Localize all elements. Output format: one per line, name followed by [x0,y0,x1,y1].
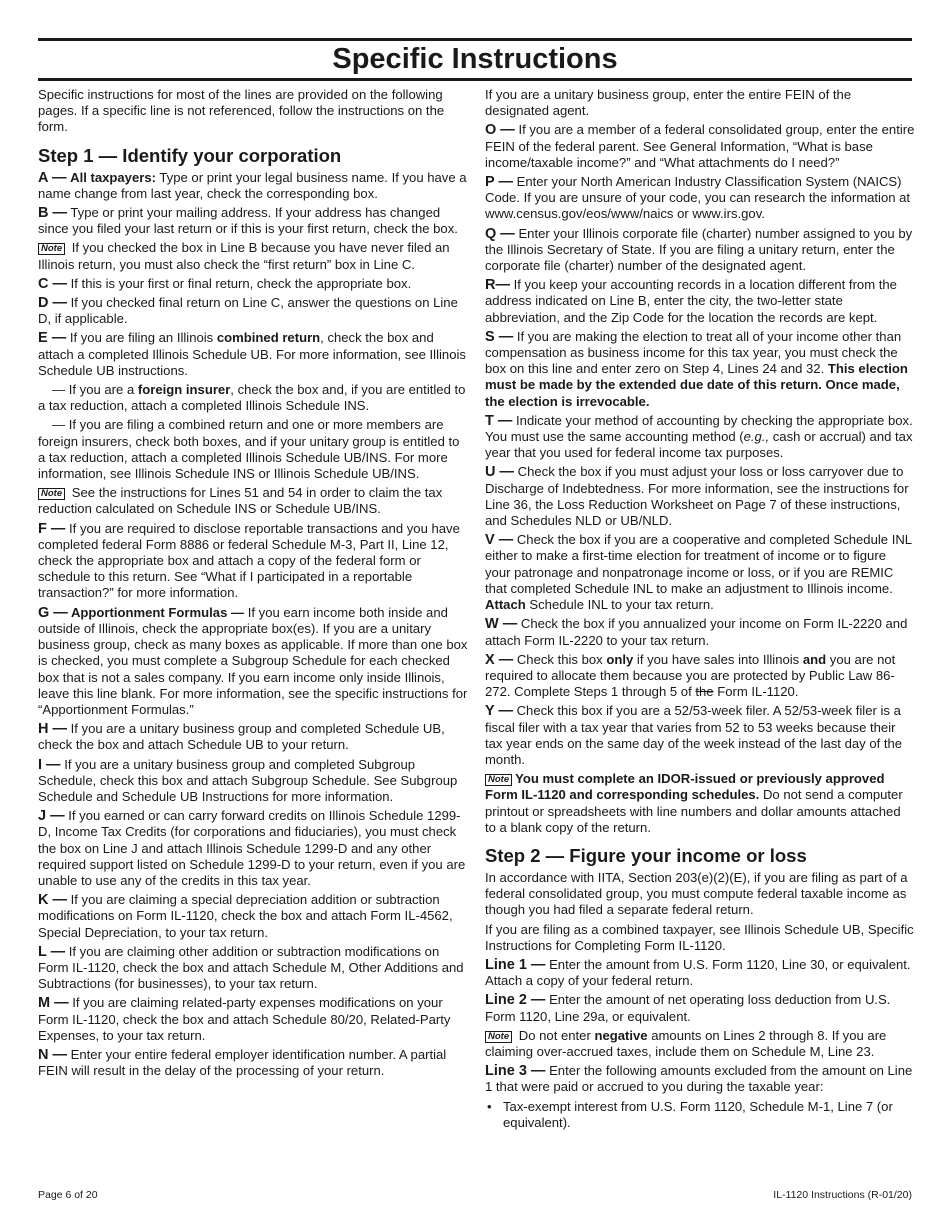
line-m-text: If you are claiming related-party expenses modifications on your Form IL-1120, check the box and attach Schedule 80/20, Related-Party Expenses, to your tax return. [38,995,451,1043]
line-q-label: Q — [485,225,515,242]
line-t-label: T — [485,412,513,429]
line-m-label: M — [38,995,69,1012]
line-u-label: U — [485,464,514,481]
line-t-pre: Indicate your method of accounting by checking the appropriate box. You must use the same accounting method ( [485,412,913,445]
line-j [38,808,468,889]
line-1-text: Enter the amount from U.S. Form 1120, Line 30, or equivalent. Attach a copy of your federal return. [485,956,911,989]
line-m [38,995,468,1044]
line-k-text: If you are claiming a special depreciation addition or subtraction modifications on Form IL-1120, check the box and attach Form IL-4562, Special Depreciation, to your tax return. [38,892,453,940]
line-l-text: If you are claiming other addition or subtraction modifications on Form IL-1120, check the box and attach Schedule M, Other Additions and Subtractions (for businesses), to your tax return. [38,943,464,992]
line-e-foreign-insurer [38,382,468,414]
line-n-text: Enter your entire federal employer identification number. A partial FEIN will result in the delay of the processing of your return. [38,1046,447,1079]
line-i [38,757,468,806]
line-r-label: R— [485,277,510,294]
line-b-text: Type or print your mailing address. If your address has changed since you filed your last return or if this is your first return, check the box. [38,205,458,237]
line-e2-pre: — If you are a [52,382,138,398]
line-c-label: C — [38,275,67,292]
line-p-text: Enter your North American Industry Classification System (NAICS) Code. If you are unsure of your code, you can research the information at www.census.gov/eos/www/naics or www.irs.gov. [485,174,911,222]
footer-page-number: Page 6 of 20 [38,1189,98,1201]
line-w-label: W — [485,616,518,633]
note-4-pre: Do not enter [515,1027,595,1043]
line-p-label: P — [485,174,513,191]
step2-paragraph-2: If you are filing as a combined taxpayer, see Illinois Schedule UB, Specific Instructions for Completing Form IL-1120. [485,921,914,953]
line-e [38,330,468,379]
line-3-label: Line 3 — [485,1063,546,1080]
line-r-text: If you keep your accounting records in a location different from the address indicated on Line B, enter the city, the two-letter state abbreviation, and the Zip Code for the location the records are kept. [485,277,897,325]
line-g-bold: Apportionment Formulas — [67,604,245,620]
list-item [485,1099,915,1131]
line-j-label: J — [38,808,65,825]
line-g-text: If you earn income both inside and outside of Illinois, check the appropriate box(es). If you are a unitary business group, check as many boxes as applicable. If more than one box is checked, you must complete a Subgroup Schedule for each checked box that is not a sales company. If you earn income only inside Illinois, leave this line blank. For more information, see the specific instructions for “Apportionment Formulas.” [38,604,468,717]
line-f-text: If you are required to disclose reportable transactions and you have completed federal Form 8886 or federal Schedule M-3, Part II, Line 12, check the appropriate box and attach a copy of the federal form or schedule to this return. See “What if I participated in a reportable transaction?” for more information. [38,520,460,601]
line-v [485,532,915,613]
line-x-bold-only: only [606,651,634,667]
page-title: Specific Instructions [332,43,618,75]
line-1 [485,957,915,989]
line-2 [485,992,915,1024]
note-3-text: Do not send a computer printout or spreadsheets with line numbers and dollar amounts attached to a blank copy of the return. [485,787,903,835]
line-s-bold: This election must be made by the extended due date of this return. Once made, the election is irrevocable. [485,361,908,409]
line-e-combined-insurers: — If you are filing a combined return and one or more members are foreign insurers, check both boxes, and if your unitary group is entitled to a tax reduction, attach a completed Illinois Schedule UB/INS. For more information, see Illinois Schedule INS or Illinois Schedule UB/INS. [38,417,460,482]
line-y [485,703,915,768]
line-a-text: Type or print your legal business name. If you have a name change from last year, check the corresponding box. [38,169,467,201]
line-h [38,721,468,753]
line-e2-post: , check the box and, if you are entitled to a tax reduction, attach a completed Illinois Schedule INS. [38,382,466,414]
line-b [38,205,468,237]
line-a [38,170,468,202]
line-v-bold: Attach [485,597,526,613]
note-3 [485,771,915,836]
line-q-text: Enter your Illinois corporate file (charter) number assigned to you by the Illinois Secretary of State. If you are filing a unitary return, enter the corporate file (charter) number of the designated agent. [485,225,913,274]
line-v-label: V — [485,532,514,549]
line-x-pre: Check this box [513,651,607,667]
line-s-label: S — [485,328,514,345]
line-e-bold: combined return [216,330,321,346]
line-c [38,276,468,292]
right-column [485,87,915,1134]
note-1 [38,240,468,272]
line-t-post: cash or accrual) and tax year that you used for federal income tax purposes. [485,429,913,461]
line-x [485,652,915,701]
line-d [38,295,468,327]
bullet-icon: • [487,1098,492,1114]
line-w-text: Check the box if you annualized your income on Form IL-2220 and attach Form IL-2220 to your tax return. [485,616,908,648]
line-1-label: Line 1 — [485,956,546,973]
line-f [38,521,468,602]
line-x-end: Form IL-1120. [713,684,799,700]
step2-heading: Step 2 — Figure your income or loss [485,844,807,866]
line-w [485,616,915,648]
line-o [485,122,915,171]
header-rule-top [38,38,912,41]
line-x-bold-and: and [802,651,827,667]
line-g [38,605,468,718]
step2-paragraph-1: In accordance with IITA, Section 203(e)(2)(E), if you are filing as part of a federal consolidated group, you must compute federal taxable income as though you had filed a separate federal return. [485,869,908,918]
line-k-label: K — [38,892,67,909]
header-rule-bottom [38,78,912,81]
line-t [485,413,915,462]
note-icon: Note [485,1031,512,1043]
line-y-text: Check this box if you are a 52/53-week filer. A 52/53-week filer is a fiscal filer with a tax year that varies from 52 to 53 weeks because their tax year ends on the same day of the week instead of the last day of the month. [485,703,903,767]
line-b-label: B — [38,205,67,222]
line-r [485,277,915,326]
line-x-post: you are not required to allocate them because you are protected by Public Law 86-272. Complete Steps 1 through 5 of [485,651,896,700]
line-e-label: E — [38,330,67,347]
line-e-text: If you are filing an Illinois [66,330,217,346]
line-k [38,892,468,941]
line-i-text: If you are a unitary business group and completed Subgroup Schedule, check this box and attach Subgroup Schedule. See Subgroup Schedule and Schedule UB Instructions for more information. [38,756,458,804]
note-2 [38,485,468,517]
line-u-text: Check the box if you must adjust your loss or loss carryover due to Discharge of Indebtedness. For more information, see the instructions for Line 36, the Loss Reduction Worksheet on Page 7 of these instructions, and Schedules NLD or UB/NLD. [485,464,909,529]
intro-paragraph: Specific instructions for most of the lines are provided on the following pages. If a specific line is not referenced, follow the instructions on the form. [38,87,445,135]
line-a-label: A — [38,169,67,186]
line-x-label: X — [485,651,514,668]
line-e-text-2: , check the box and attach a completed Illinois Schedule UB. For more information, see Illinois Schedule UB instructions. [38,330,466,378]
line-s-text: If you are making the election to treat all of your income other than compensation as business income for this tax year, you must check the box on this line and enter zero on Step 4, Lines 24 and 32. [485,328,902,377]
note-2-text: See the instructions for Lines 51 and 54 in order to claim the tax reduction calculated on Schedule INS or Schedule UB/INS. [38,485,443,517]
line-x-strike: the [695,684,714,700]
line-n [38,1047,468,1079]
line-y-label: Y — [485,703,513,720]
line-e2-bold: foreign insurer [137,382,231,398]
line-g-label: G — [38,604,68,621]
line-o-text: If you are a member of a federal consolidated group, enter the entire FEIN of the federal parent. See General Information, “What is base income/taxable income?” and “What attachments do I need?” [485,122,915,170]
line-u [485,464,915,529]
line-n-label: N — [38,1046,67,1063]
line-3-text: Enter the following amounts excluded from the amount on Line 1 that were paid or accrued to you during the taxable year: [485,1063,913,1095]
note-icon: Note [485,774,512,786]
line-v-post: Schedule INL to your tax return. [525,597,714,613]
line-l-label: L — [38,943,66,960]
line-l [38,944,468,993]
left-column [38,87,468,1082]
footer-form-revision: IL-1120 Instructions (R-01/20) [773,1189,912,1201]
line-n-continued: If you are a unitary business group, enter the entire FEIN of the designated agent. [485,87,852,119]
line-x-mid: if you have sales into Illinois [633,651,803,667]
line-2-text: Enter the amount of net operating loss deduction from U.S. Form 1120, Line 29a, or equivalent. [485,992,891,1024]
line-j-text: If you earned or can carry forward credits on Illinois Schedule 1299-D, Income Tax Credits (for corporations and fiduciaries), you must check the box on Line J and attach Illinois Schedule 1299-D and any other required support listed on Schedule 1299-D to your return, even if you are unable to use any of the credits in this tax year. [38,808,466,888]
line-f-label: F — [38,520,66,537]
line-v-text: Check the box if you are a cooperative and completed Schedule INL either to make a first-time election for treatment of income or to figure your patronage and nonpatronage income or loss, or if you are REMIC that completed Schedule INL to make an adjustment to Illinois income. [485,532,912,596]
line-s [485,329,915,410]
line-p [485,174,915,223]
line-2-label: Line 2 — [485,992,546,1009]
line-d-text: If you checked final return on Line C, answer the questions on Line D, if applicable. [38,295,458,327]
line-a-bold: All taxpayers: [70,169,156,185]
bullet-1-text: Tax-exempt interest from U.S. Form 1120, Schedule M-1, Line 7 (or equivalent). [503,1098,893,1130]
line-c-text: If this is your first or final return, check the appropriate box. [67,275,412,291]
note-4 [485,1028,915,1060]
line-3 [485,1063,915,1095]
note-icon: Note [38,243,65,255]
line-i-label: I — [38,756,61,773]
line-d-label: D — [38,295,67,312]
line-t-italic: e.g., [743,429,770,445]
line-h-text: If you are a unitary business group and completed Schedule UB, check the box and attach Schedule UB to your return. [38,721,445,753]
note-3-bold: You must complete an IDOR-issued or previously approved Form IL-1120 and corresponding schedules. [485,771,885,803]
step1-heading: Step 1 — Identify your corporation [38,144,342,166]
line-o-label: O — [485,122,515,139]
line-h-label: H — [38,721,67,738]
line-q [485,226,915,275]
note-4-post: amounts on Lines 2 through 8. If you are claiming over-accrued taxes, include them on Schedule M, Line 23. [485,1027,887,1059]
note-1-text: If you checked the box in Line B because you have never filed an Illinois return, you must also check the “first return” box in Line C. [38,240,450,272]
note-4-bold: negative [594,1027,648,1043]
note-icon: Note [38,488,65,500]
